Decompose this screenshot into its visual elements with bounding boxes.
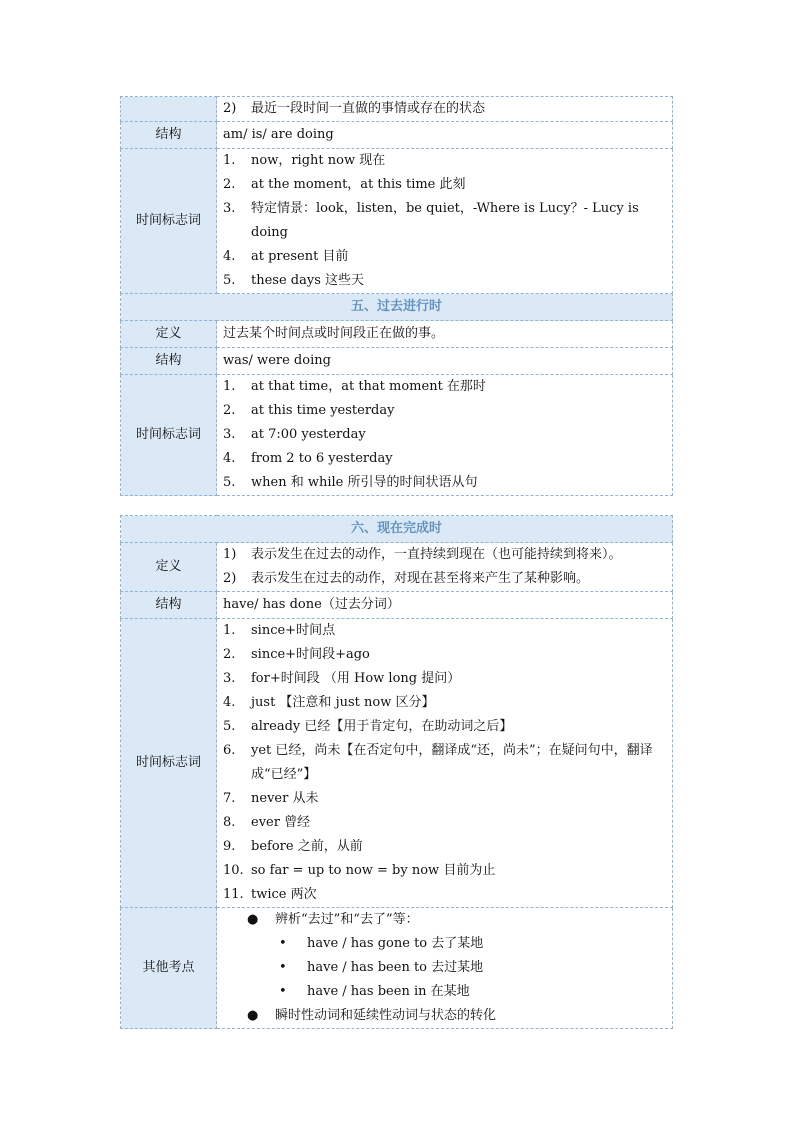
list-item: 3. 特定情景：look，listen，be quiet，-Where is Lucy？- Lucy is doing	[223, 201, 639, 240]
definition-label: 定义	[121, 321, 217, 348]
definition-cell	[217, 97, 673, 122]
definition-row	[121, 321, 673, 348]
markers-label: 时间标志词	[121, 619, 217, 908]
markers-list	[217, 149, 673, 294]
list-item: 4. from 2 to 6 yesterday	[223, 451, 393, 466]
definition-list	[217, 543, 673, 592]
bullet-icon: ●	[247, 912, 259, 927]
section-header-row	[121, 294, 673, 321]
definition-row	[121, 97, 673, 122]
sub-bullet-icon: •	[279, 936, 287, 951]
list-item: 2) 表示发生在过去的动作，对现在甚至将来产生了某种影响。	[223, 571, 590, 586]
definition-row	[121, 543, 673, 592]
list-item: 4. just 【注意和 just now 区分】	[223, 695, 435, 710]
markers-label: 时间标志词	[121, 375, 217, 496]
list-item: 2. since+时间段+ago	[223, 647, 370, 662]
other-points-row	[121, 908, 673, 1029]
structure-value: am/ is/ are doing	[217, 122, 673, 149]
sub-bullet-item: • have / has been to 去过某地	[223, 956, 666, 980]
section-title: 五、过去进行时	[121, 294, 673, 321]
sub-bullet-icon: •	[279, 960, 287, 975]
section-header-row	[121, 516, 673, 543]
present-perfect-table	[120, 515, 673, 1029]
section-title: 六、现在完成时	[121, 516, 673, 543]
structure-label: 结构	[121, 592, 217, 619]
bullet-item: ● 瞬时性动词和延续性动词与状态的转化	[223, 1004, 666, 1028]
markers-list	[217, 375, 673, 496]
list-item: 1. at that time，at that moment 在那时	[223, 379, 486, 394]
sub-bullet-item: • have / has gone to 去了某地	[223, 932, 666, 956]
list-item: 5. these days 这些天	[223, 273, 365, 288]
markers-label: 时间标志词	[121, 149, 217, 294]
list-item: 2) 最近一段时间一直做的事情或存在的状态	[223, 101, 486, 116]
list-item: 3. for+时间段 （用 How long 提问）	[223, 671, 461, 686]
markers-list	[217, 619, 673, 908]
list-item: 3. at 7:00 yesterday	[223, 427, 366, 442]
past-continuous-table	[120, 293, 673, 496]
list-item: 1) 表示发生在过去的动作，一直持续到现在（也可能持续到将来）。	[223, 547, 622, 562]
list-item: 2. at this time yesterday	[223, 403, 395, 418]
bullet-item: ● 辨析“去过”和“去了”等：	[223, 908, 666, 932]
list-item: 1. since+时间点	[223, 623, 336, 638]
list-item: 9. before 之前，从前	[223, 839, 363, 854]
other-points-label: 其他考点	[121, 908, 217, 1029]
sub-bullet-icon: •	[279, 984, 287, 999]
list-item: 6. yet 已经，尚未【在否定句中，翻译成“还，尚未”；在疑问句中，翻译成“已经”】	[223, 743, 653, 782]
structure-label: 结构	[121, 348, 217, 375]
definition-label-cell	[121, 97, 217, 122]
markers-row	[121, 619, 673, 908]
structure-row	[121, 122, 673, 149]
definition-value: 过去某个时间点或时间段正在做的事。	[217, 321, 673, 348]
list-item: 5. when 和 while 所引导的时间状语从句	[223, 475, 478, 490]
markers-row	[121, 375, 673, 496]
list-item: 1. now，right now 现在	[223, 153, 386, 168]
list-item: 10. so far = up to now = by now 目前为止	[223, 863, 496, 878]
sub-bullet-item: • have / has been in 在某地	[223, 980, 666, 1004]
structure-row	[121, 348, 673, 375]
structure-value: have/ has done（过去分词）	[217, 592, 673, 619]
list-item: 7. never 从未	[223, 791, 319, 806]
bullet-icon: ●	[247, 1008, 259, 1023]
definition-label: 定义	[121, 543, 217, 592]
list-item: 11. twice 两次	[223, 887, 317, 902]
markers-row	[121, 149, 673, 294]
list-item: 8. ever 曾经	[223, 815, 311, 830]
list-item: 2. at the moment，at this time 此刻	[223, 177, 466, 192]
structure-label: 结构	[121, 122, 217, 149]
structure-value: was/ were doing	[217, 348, 673, 375]
list-item: 5. already 已经【用于肯定句，在助动词之后】	[223, 719, 513, 734]
list-item: 4. at present 目前	[223, 249, 349, 264]
structure-row	[121, 592, 673, 619]
present-continuous-table	[120, 96, 673, 294]
other-points-list	[217, 908, 673, 1029]
